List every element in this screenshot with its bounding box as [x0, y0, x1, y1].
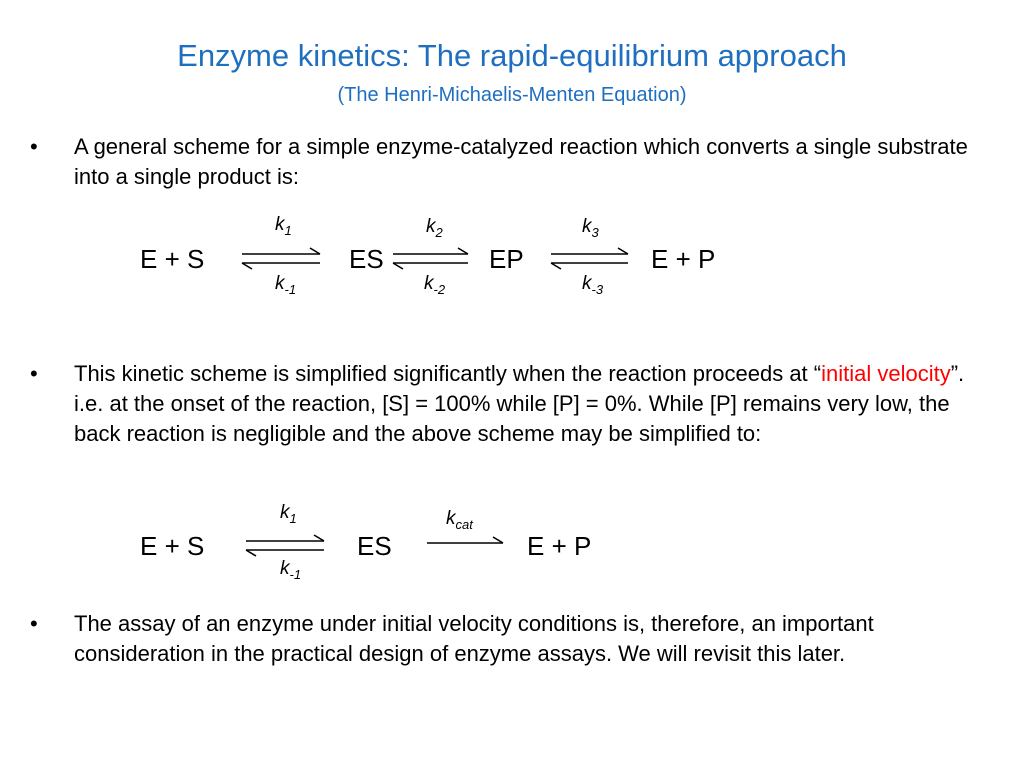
equilibrium-arrow-2 — [393, 248, 468, 269]
rate-constant-k1: $k_1$ — [275, 214, 292, 238]
species-es: ES — [349, 244, 384, 274]
bullet-marker: • — [30, 134, 38, 159]
initial-velocity-highlight: initial velocity — [821, 361, 951, 386]
species-e-plus-p: E + P — [527, 531, 592, 561]
bullet-2-text-start: This kinetic scheme is simplified significantly when the reaction proceeds at “ — [74, 361, 822, 386]
species-ep: EP — [489, 244, 524, 274]
rate-constant-k-minus-1: $k_{-1}$ — [275, 273, 297, 297]
bullet-marker: • — [30, 611, 38, 636]
species-e-plus-s: E + S — [140, 244, 205, 274]
bullet-2-text-end: ”. i.e. at the onset of the reaction, [S] = 100% while [P] = 0%. While [P] remains very low, the back reaction is negligible and the above scheme may be simplified to: — [74, 361, 965, 446]
rate-constant-k3: $k_3$ — [582, 216, 599, 240]
species-es: ES — [357, 531, 392, 561]
bullet-3-text: The assay of an enzyme under initial velocity conditions is, therefore, an important consideration in the practical design of enzyme assays. We will revisit this later. — [74, 611, 874, 666]
bullet-marker: • — [30, 361, 38, 386]
rate-constant-k-minus-1: $k_{-1}$ — [280, 558, 302, 582]
forward-arrow-kcat — [427, 537, 503, 543]
species-e-plus-p: E + P — [651, 244, 716, 274]
equilibrium-arrow-4 — [246, 535, 324, 556]
rate-constant-kcat: $k_{cat}$ — [446, 508, 473, 532]
rate-constant-k-minus-3: $k_{-3}$ — [582, 273, 604, 297]
rate-constant-k-minus-2: $k_{-2}$ — [424, 273, 446, 297]
bullet-1-text: A general scheme for a simple enzyme-catalyzed reaction which converts a single substrate into a single product is: — [74, 134, 968, 189]
rate-constant-k2: $k_2$ — [426, 216, 443, 240]
slide-title: Enzyme kinetics: The rapid-equilibrium approach — [177, 38, 847, 73]
equilibrium-arrow-3 — [551, 248, 628, 269]
equilibrium-arrow-1 — [242, 248, 320, 269]
species-e-plus-s: E + S — [140, 531, 205, 561]
slide-subtitle: (The Henri-Michaelis-Menten Equation) — [337, 84, 687, 106]
rate-constant-k1: $k_1$ — [280, 502, 297, 526]
